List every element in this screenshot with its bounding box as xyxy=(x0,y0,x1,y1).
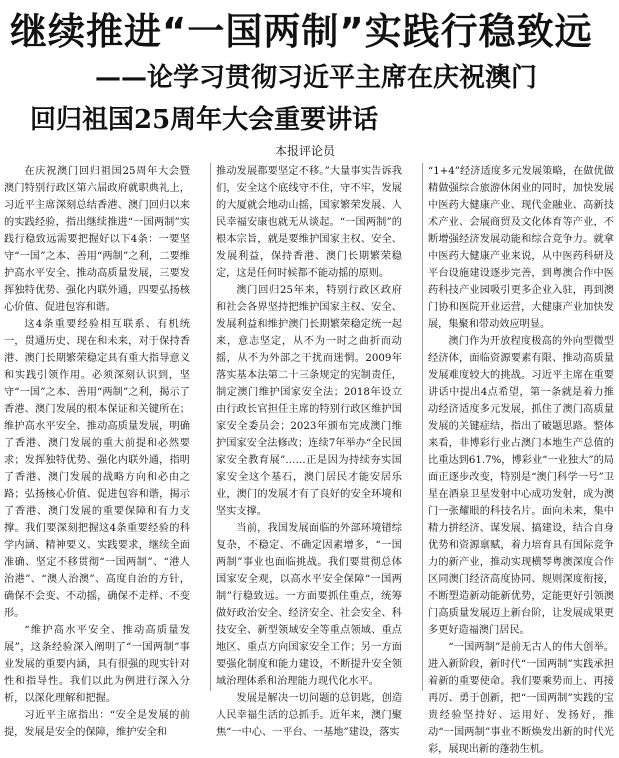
column-divider xyxy=(210,163,211,691)
paragraph: “维护高水平安全、推动高质量发展”，这条经验深入阐明了“一国两制”事业发展的重要内涵，具有很强的现实针对性和指导性。我们以此为例进行深入分析，以深化理解和把握。 xyxy=(4,625,190,704)
headline-subtitle-line2: 回归祖国25周年大会重要讲话 xyxy=(30,105,379,135)
headline-subtitle-line1: ——论学习贯彻习近平主席在庆祝澳门 xyxy=(95,63,538,93)
paragraph: 这4条重要经验相互联系、有机统一，贯通历史、现在和未来，对于保持香港、澳门长期繁荣稳定具有重大指导意义和实践引领作用。必须深刻认识到，坚守“一国”之本、善用“两制”之利，揭示了香港、澳门发展的根本保证和关键所在；维护高水平安全、推动高质量发展，明确了香港、澳门发展的重大前提和必然要求；发挥独特优势、强化内联外通，指明了香港、澳门发展的战略方向和必由之路；弘扬核心价值、促进包容和谐，揭示了香港、澳门发展的重要保障和有力支撑。我们要深刻把握这4条重要经验的科学内涵、精神要义、实践要求，继续全面准确、坚定不移贯彻“一国两制”、“港人治港”、“澳人治澳”、高度自治的方针，确保不会变、不动摇，确保不走样、不变形。 xyxy=(4,319,190,619)
paragraph-continued: 推动发展都要坚定不移。”大量事实告诉我们，安全这个底线守不住，守不牢，发展的大厦就会地动山摇，国家繁荣发展、人民幸福安康也就无从谈起。“一国两制”的根本宗旨，就是要维护国家主权、安全、发展利益，保持香港、澳门长期繁荣稳定，这是任何时候都不能动摇的原则。 xyxy=(216,166,402,279)
column-divider xyxy=(422,163,423,691)
article-column-1 xyxy=(4,163,190,741)
paragraph: 发展是解决一切问题的总钥匙，创造人民幸福生活的总抓手。近年来，澳门聚焦“一中心、一平台、一基地”建设，落实 xyxy=(216,693,402,738)
paragraph: 澳门作为开放程度极高的外向型微型经济体，面临资源要素有限、推动高质量发展难度较大的挑战。习近平主席在重要讲话中提出4点希望，第一条就是着力推动经济适度多元发展，抓住了澳门高质量发展的关键症结，指出了破题思路。整体来看，非博彩行业占澳门本地生产总值的比重达到61.7%，博彩业“一业独大”的局面正逐步改变，特别是“澳门科学一号”卫星在酒泉卫星发射中心成功发射，成为澳门一张耀眼的科技名片。面向未来，集中精力拼经济、谋发展、搞建设，结合自身优势和资源禀赋，着力培育具有国际竞争力的新产业，推动实现横琴粤澳深度合作区同澳门经济高度协同、规则深度衔接，不断塑造新动能新优势，定能更好引领澳门高质量发展迈上新台阶，让发展成果更多更好造福澳门居民。 xyxy=(428,336,614,636)
paragraph: 在庆祝澳门回归祖国25周年大会暨澳门特别行政区第六届政府就职典礼上，习近平主席深刻总结香港、澳门回归以来的实践经验，指出继续推进“一国两制”实践行稳致远需要把握好以下4条：一要坚守“一国”之本、善用“两制”之利，二要维护高水平安全、推动高质量发展，三要发挥独特优势、强化内联外通，四要弘扬核心价值、促进包容和谐。 xyxy=(4,166,190,313)
paragraph: 习近平主席指出：“安全是发展的前提，发展是安全的保障，维护安全和 xyxy=(4,710,190,738)
paragraph: “一国两制”是前无古人的伟大创举。进入新阶段，新时代“一国两制”实践承担着新的重要使命。我们要乘势而上、再接再厉、勇于创新，把“一国两制”实践的宝贵经验坚持好、运用好、发扬好，推动“一国两制”事业不断焕发出新的时代光彩，展现出新的蓬勃生机。 xyxy=(428,642,614,755)
byline: 本报评论员 xyxy=(275,144,336,158)
paragraph: 当前，我国发展面临的外部环境错综复杂，不稳定、不确定因素增多，“一国两制”事业也面临挑战。我们要贯彻总体国家安全观，以高水平安全保障“一国两制”行稳致远。一方面要抓住重点，统筹做好政治安全、经济安全、社会安全、科技安全、新型领域安全等重点领域、重点地区、重点方向国家安全工作；另一方面要强化制度和能力建设，不断提升安全领域治理体系和治理能力现代化水平。 xyxy=(216,523,402,687)
headline-main: 继续推进“一国两制”实践行稳致远 xyxy=(10,10,593,53)
article-column-2 xyxy=(216,163,402,741)
article-column-3 xyxy=(428,163,614,758)
paragraph-continued: “1+4”经济适度多元发展策略，在做优做精做强综合旅游休闲业的同时，加快发展中医药大健康产业、现代金融业、高新技术产业、会展商贸及文化体育等产业，不断增强经济发展动能和综合竞争力。就拿中医药大健康产业来说，从中医药科研及平台设施建设逐步完善，到粤澳合作中医药科技产业园吸引更多企业入驻，再到澳门协和医院开业运营，大健康产业加快发展，集聚和带动效应明显。 xyxy=(428,166,614,330)
paragraph: 澳门回归25年来，特别行政区政府和社会各界坚持把维护国家主权、安全、发展利益和维护澳门长期繁荣稳定统一起来，意志坚定，从不为一时之曲折而动摇，从不为外部之干扰而迷惘。2009年落实基本法第二十三条规定的宪制责任，制定澳门维护国家安全法；2018年设立由行政长官担任主席的特别行政区维护国家安全委员会；2023年颁布完成澳门维护国家安全法修改；连续7年举办“全民国家安全教育展”……正是因为持续夯实国家安全这个基石，澳门居民才能安居乐业，澳门的发展才有了良好的安全环境和坚实支撑。 xyxy=(216,285,402,517)
